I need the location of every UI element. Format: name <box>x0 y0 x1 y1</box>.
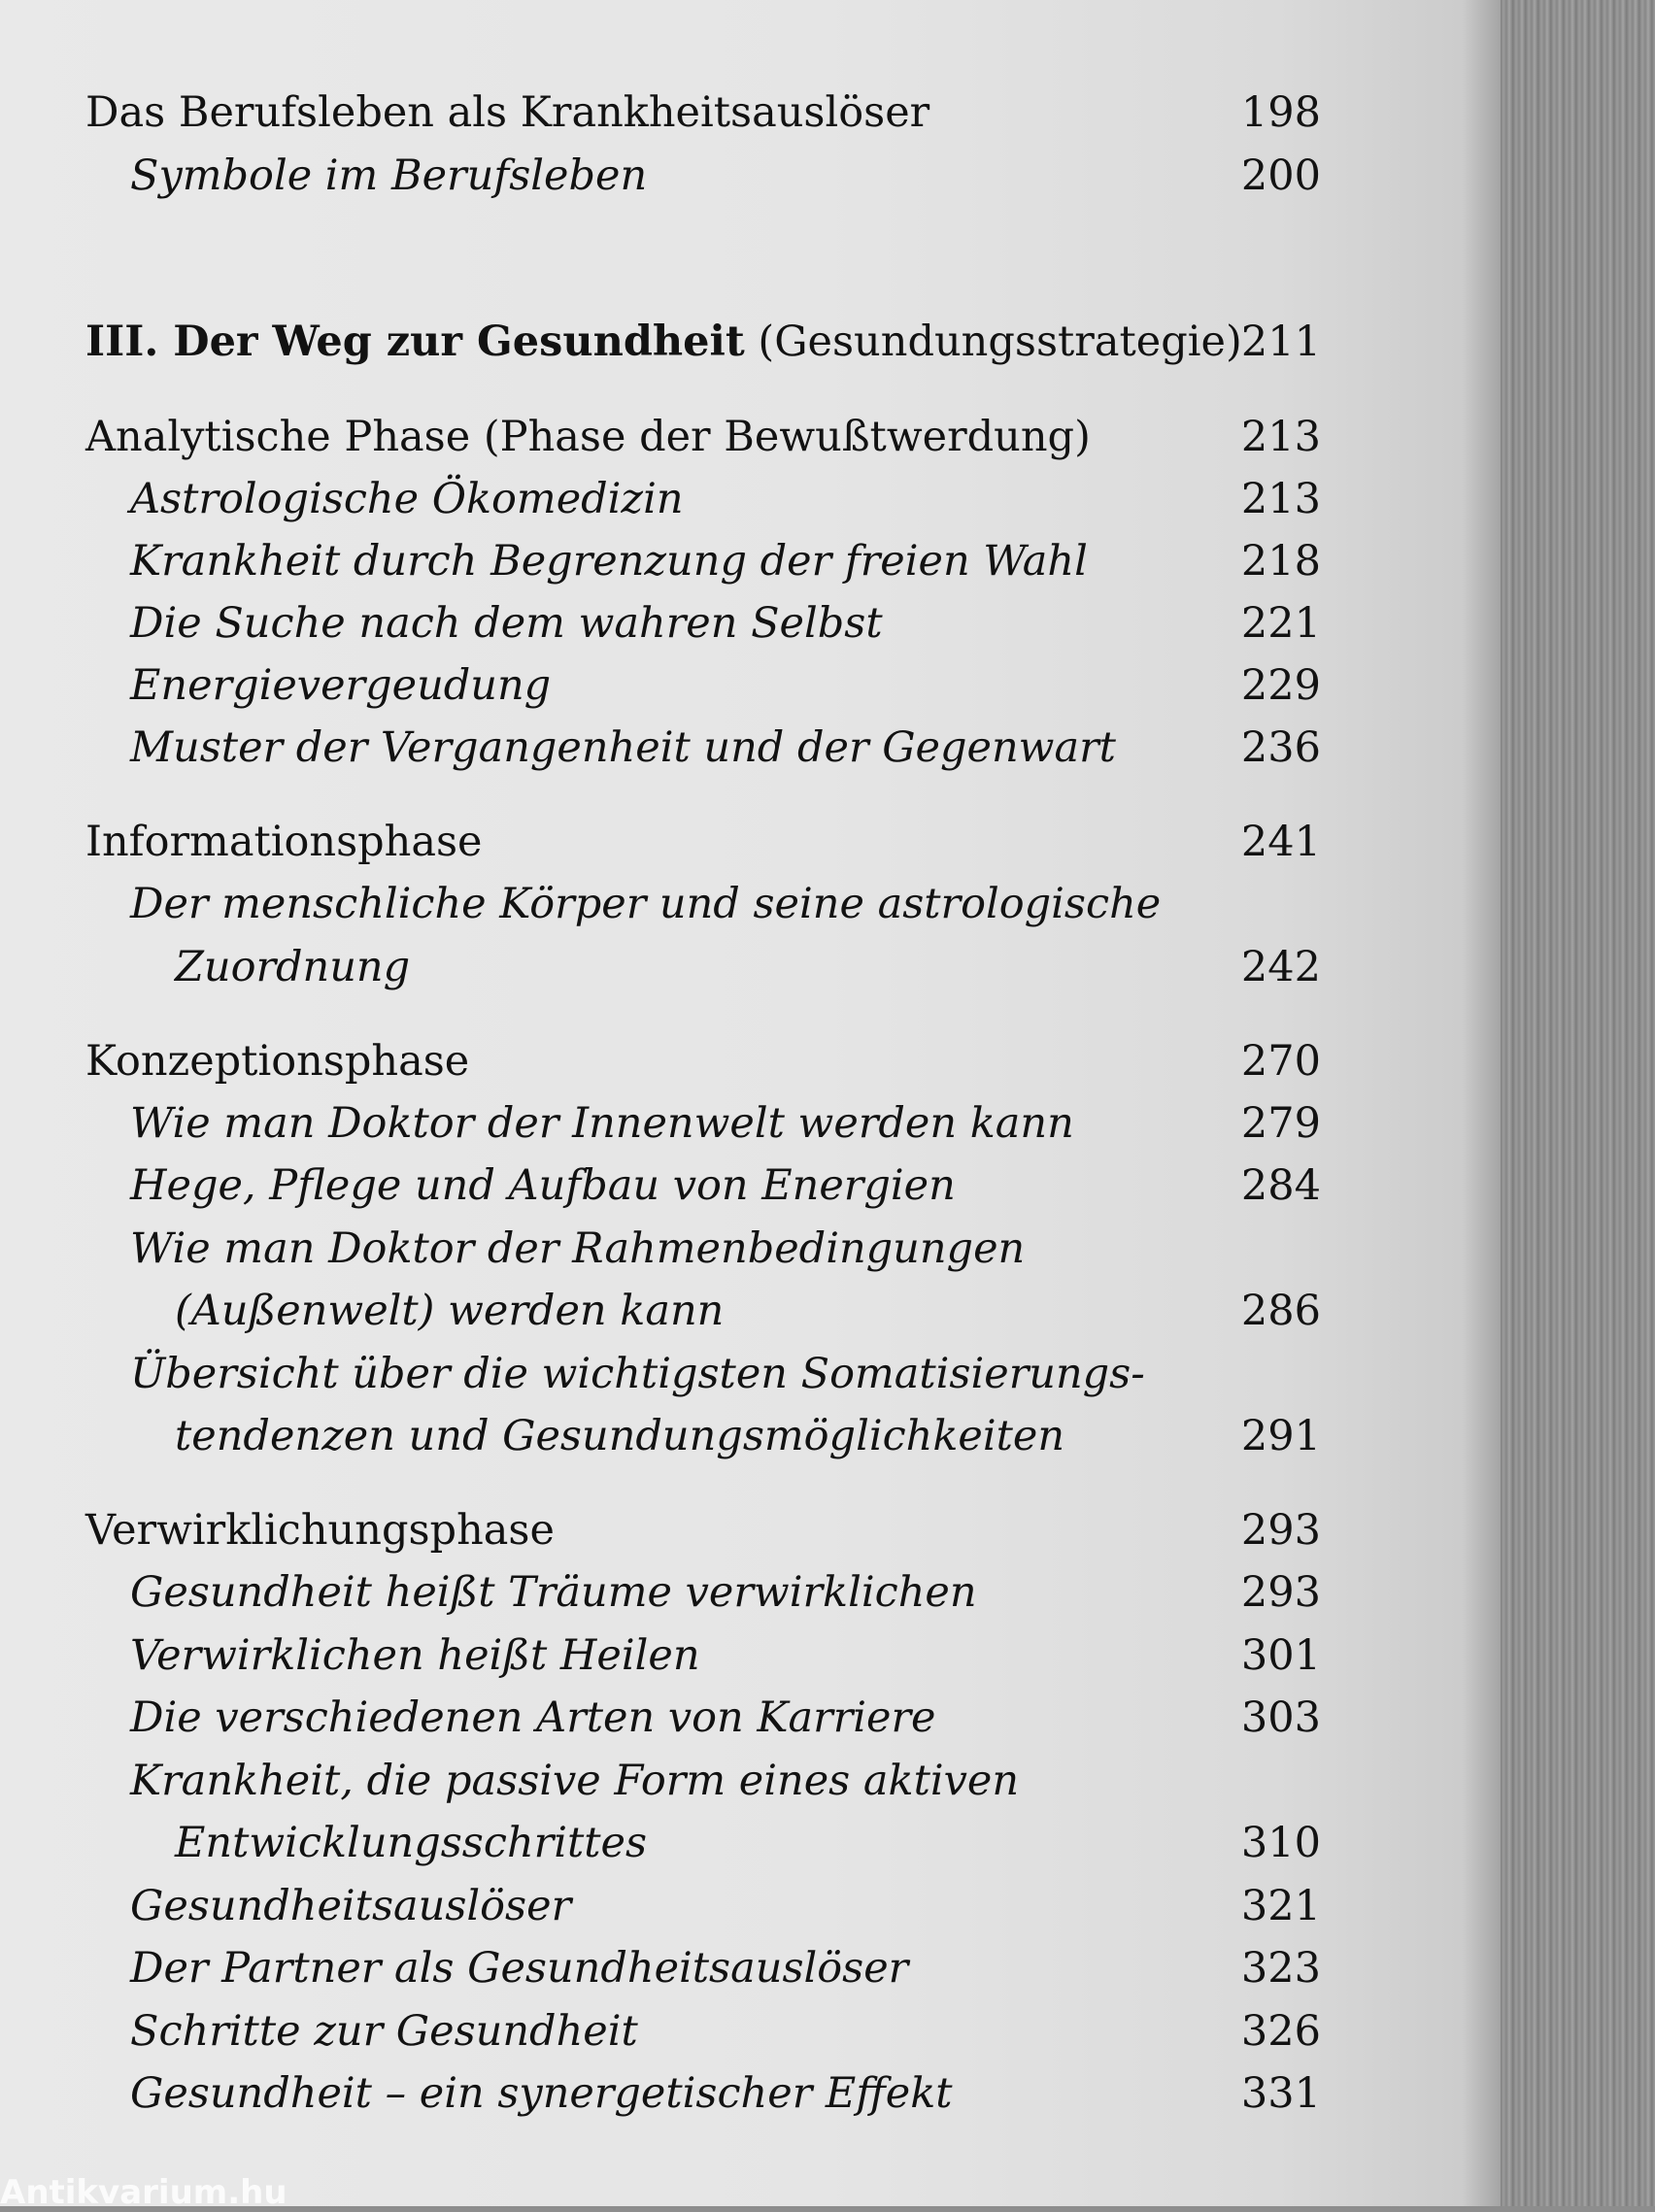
toc-entry-page: 331 <box>1240 2069 1321 2118</box>
toc-entry-page: 279 <box>1240 1099 1321 1148</box>
toc-entry <box>0 408 1501 466</box>
toc-entry <box>0 1877 1501 1935</box>
toc-entry <box>0 1407 1501 1465</box>
toc-entry-title: Verwirklichen heißt Heilen <box>130 1631 700 1680</box>
toc-entry-page: 213 <box>1240 475 1321 523</box>
page-edge <box>1501 0 1655 2206</box>
toc-entry-page: 310 <box>1240 1819 1321 1867</box>
toc-entry-page: 326 <box>1240 2007 1321 2056</box>
toc-entry-page: 229 <box>1240 661 1321 710</box>
toc-entry <box>0 1220 1501 1278</box>
toc-entry-page: 301 <box>1240 1631 1321 1680</box>
toc-entry-page: 284 <box>1240 1161 1321 1210</box>
toc-entry-page: 211 <box>1240 318 1321 366</box>
toc-entry <box>0 1094 1501 1153</box>
toc-entry-title: Wie man Doktor der Innenwelt werden kann <box>130 1099 1074 1148</box>
toc-entry-page: 213 <box>1240 413 1321 461</box>
toc-part-heading <box>0 313 1501 371</box>
toc-entry <box>0 938 1501 996</box>
toc-entry <box>0 813 1501 871</box>
toc-entry <box>0 84 1501 142</box>
toc-entry <box>0 594 1501 653</box>
toc-entry <box>0 1563 1501 1622</box>
part-title-bold: III. Der Weg zur Gesundheit <box>85 318 745 366</box>
toc-entry-title: Übersicht über die wichtigsten Somatisierungs- <box>130 1350 1145 1398</box>
toc-entry-page: 241 <box>1240 818 1321 866</box>
toc-entry-title: Der Partner als Gesundheitsauslöser <box>130 1944 909 1993</box>
toc-entry-title: Die Suche nach dem wahren Selbst <box>130 599 883 648</box>
toc-entry <box>0 1501 1501 1559</box>
toc-entry-page: 303 <box>1240 1693 1321 1742</box>
toc-entry-title: Wie man Doktor der Rahmenbedingungen <box>130 1224 1026 1273</box>
toc-entry <box>0 656 1501 715</box>
toc-entry-page: 323 <box>1240 1944 1321 1993</box>
watermark: Antikvarium.hu <box>0 2173 287 2212</box>
toc-entry-title: Analytische Phase (Phase der Bewußtwerdung) <box>85 413 1091 461</box>
toc-entry-title: Der menschliche Körper und seine astrologische <box>130 880 1162 928</box>
toc-entry-page: 221 <box>1240 599 1321 648</box>
toc-entry <box>0 2002 1501 2061</box>
toc-entry <box>0 719 1501 777</box>
toc-entry-title: tendenzen und Gesundungsmöglichkeiten <box>175 1412 1065 1460</box>
part-title-rest: (Gesundungsstrategie) <box>744 318 1242 366</box>
toc-entry-page: 293 <box>1240 1506 1321 1555</box>
toc-entry-title: Energievergeudung <box>130 661 552 710</box>
toc-entry-page: 291 <box>1240 1412 1321 1460</box>
toc-entry-title: Schritte zur Gesundheit <box>130 2007 638 2056</box>
toc-entry-title: Die verschiedenen Arten von Karriere <box>130 1693 936 1742</box>
toc-entry-title: Gesundheit heißt Träume verwirklichen <box>130 1568 977 1617</box>
toc-entry-title: Gesundheit – ein synergetischer Effekt <box>130 2069 953 2118</box>
toc-entry-page: 270 <box>1240 1037 1321 1086</box>
toc-entry-page: 236 <box>1240 723 1321 772</box>
toc-entry-title: Entwicklungsschrittes <box>175 1819 648 1867</box>
toc-entry <box>0 1282 1501 1340</box>
toc-entry <box>0 1689 1501 1747</box>
toc-entry-title: Gesundheitsauslöser <box>130 1882 572 1930</box>
toc-entry-title: (Außenwelt) werden kann <box>175 1287 725 1335</box>
toc-entry-title: Hege, Pflege und Aufbau von Energien <box>130 1161 956 1210</box>
toc-entry-title: Konzeptionsphase <box>85 1037 470 1086</box>
toc-entry <box>0 875 1501 933</box>
toc-entry-title <box>85 313 1242 371</box>
toc-entry-title: Astrologische Ökomedizin <box>130 475 684 523</box>
toc-entry <box>0 1752 1501 1810</box>
toc-entry-title: Das Berufsleben als Krankheitsauslöser <box>85 88 930 137</box>
toc-entry <box>0 1032 1501 1090</box>
toc-entry <box>0 2064 1501 2123</box>
toc-entry <box>0 1345 1501 1403</box>
toc-entry <box>0 147 1501 205</box>
toc-entry-title: Krankheit durch Begrenzung der freien Wahl <box>130 537 1088 586</box>
toc-entry-page: 218 <box>1240 537 1321 586</box>
toc-entry-page: 200 <box>1240 151 1321 200</box>
toc-entry-page: 242 <box>1240 943 1321 991</box>
toc-entry <box>0 1814 1501 1872</box>
toc-entry-title: Zuordnung <box>175 943 411 991</box>
toc-entry-title: Krankheit, die passive Form eines aktiven <box>130 1757 1020 1805</box>
toc-entry-title: Verwirklichungsphase <box>85 1506 555 1555</box>
toc-entry-page: 321 <box>1240 1882 1321 1930</box>
toc-entry-title: Informationsphase <box>85 818 483 866</box>
toc-entry <box>0 1156 1501 1215</box>
toc-entry-page: 198 <box>1240 88 1321 137</box>
toc-entry <box>0 470 1501 528</box>
toc-entry <box>0 1939 1501 1997</box>
toc-entry-title: Muster der Vergangenheit und der Gegenwart <box>130 723 1116 772</box>
toc-entry <box>0 532 1501 590</box>
toc-entry <box>0 1626 1501 1685</box>
toc-entry-page: 286 <box>1240 1287 1321 1335</box>
toc-entry-title: Symbole im Berufsleben <box>130 151 648 200</box>
toc-entry-page: 293 <box>1240 1568 1321 1617</box>
